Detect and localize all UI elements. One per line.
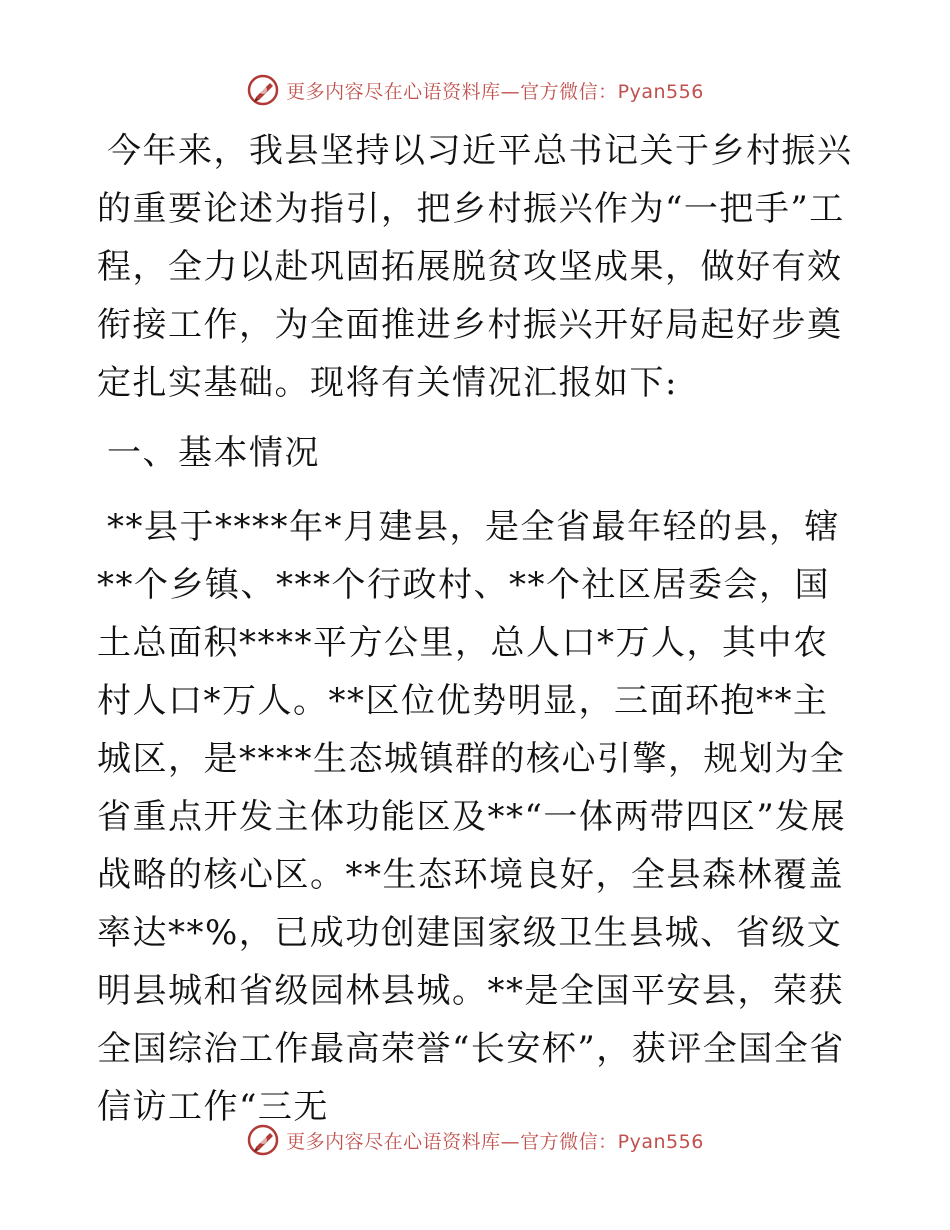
pen-circle-logo-icon xyxy=(246,73,280,107)
intro-paragraph: 今年来，我县坚持以习近平总书记关于乡村振兴的重要论述为指引，把乡村振兴作为“一把手”工程，全力以赴巩固拓展脱贫攻坚成果，做好有效衔接工作，为全面推进乡村振兴开好局起好步奠定扎实基础。现将有关情况汇报如下: xyxy=(97,131,853,403)
header-watermark xyxy=(0,70,950,110)
watermark-text: 更多内容尽在心语资料库—官方微信：Pyan556 xyxy=(286,1130,704,1153)
document-body xyxy=(97,122,857,1136)
basic-info-paragraph: **县于****年*月建县，是全省最年轻的县，辖**个乡镇、***个行政村、**个社区居委会，国土总面积****平方公里，总人口*万人，其中农村人口*万人。**区位优势明显，三面环抱**主城区，是****生态城镇群的核心引擎，规划为全省重点开发主体功能区及**“一体两带四区”发展战略的核心区。**生态环境良好，全县森林覆盖率达**%，已成功创建国家级卫生县城、省级文明县城和省级园林县城。**是全国平安县，荣获全国综治工作最高荣誉“长安杯”，获评全国全省信访工作“三无 xyxy=(97,507,847,1127)
pen-circle-logo-icon xyxy=(246,1123,280,1157)
section-heading: 一、基本情况 xyxy=(107,433,320,473)
watermark-text: 更多内容尽在心语资料库—官方微信：Pyan556 xyxy=(286,80,704,103)
footer-watermark xyxy=(0,1120,950,1160)
